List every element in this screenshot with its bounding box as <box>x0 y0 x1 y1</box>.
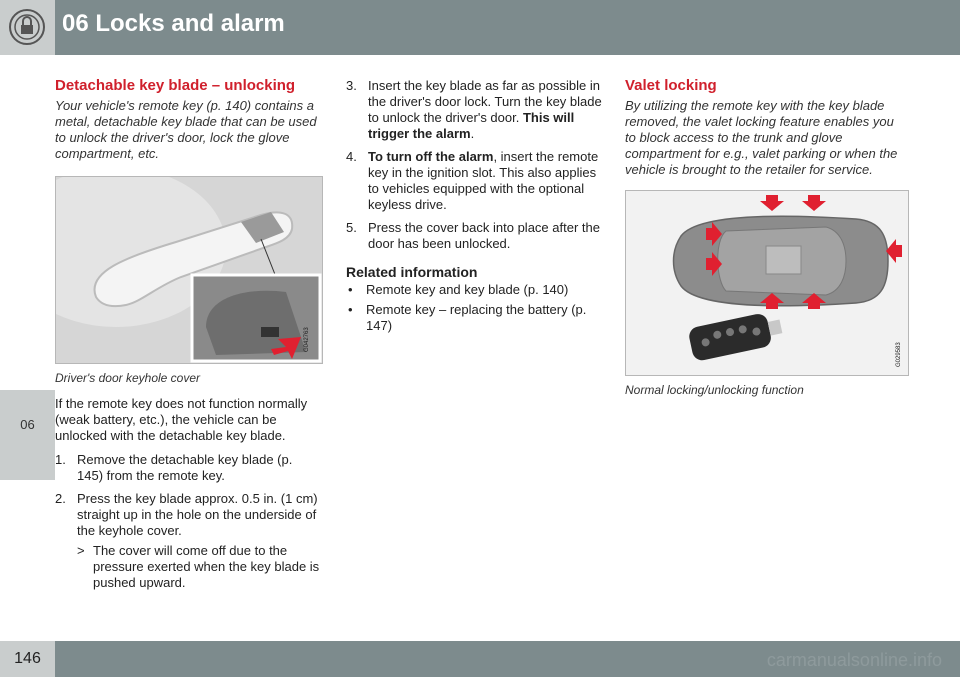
list-item <box>346 149 608 213</box>
chapter-tab[interactable] <box>0 390 55 480</box>
figure-caption: Driver's door keyhole cover <box>55 371 201 385</box>
car-top-view-illustration <box>626 191 908 375</box>
step-text: Insert the key blade as far as possible in the driver's door lock. Turn the key blade to unlock the driver's door. <box>368 78 602 125</box>
step-number: 2. <box>55 491 66 506</box>
bullet: • <box>348 282 353 297</box>
section-intro: By utilizing the remote key with the key blade removed, the valet locking feature enables you to block access to the trunk and glove compartment for e.g., valet parking or when the vehicle is brought to the retailer for service. <box>625 98 898 177</box>
section-intro: Your vehicle's remote key (p. 140) contains a metal, detachable key blade that can be used to unlock the driver's door, lock the glove compartment, etc. <box>55 98 317 161</box>
page-title: 06 Locks and alarm <box>62 10 285 37</box>
section-heading-key-blade: Detachable key blade – unlocking <box>55 77 296 94</box>
list-item <box>55 452 321 484</box>
sidebar <box>0 55 55 641</box>
bullet: • <box>348 302 353 317</box>
substep-text: The cover will come off due to the pressure exerted when the key blade is pushed upward. <box>93 543 320 590</box>
chapter-tab-label: 06 <box>20 417 35 432</box>
section-heading-valet: Valet locking <box>625 77 717 94</box>
step-text: Press the cover back into place after the door has been unlocked. <box>368 220 600 251</box>
door-handle-figure <box>55 176 323 364</box>
related-links <box>346 282 608 334</box>
figure-caption: Normal locking/unlocking function <box>625 383 804 397</box>
column-1 <box>55 78 321 598</box>
step-bold: This will trigger the alarm <box>368 110 575 141</box>
related-link-text: Remote key – replacing the battery (p. 147) <box>366 302 587 333</box>
step-bold: To turn off the alarm <box>368 149 494 164</box>
steps-list-continued <box>346 78 608 252</box>
valet-locking-figure <box>625 190 909 376</box>
figure-code: G029583 <box>896 342 902 367</box>
column-2 <box>346 78 608 338</box>
step-number: 5. <box>346 220 357 235</box>
steps-list <box>55 452 321 591</box>
figure-code: G042763 <box>304 327 310 352</box>
step-number: 1. <box>55 452 66 467</box>
step-end: . <box>470 126 475 141</box>
step-number: 4. <box>346 149 357 164</box>
related-link-text: Remote key and key blade (p. 140) <box>366 282 569 297</box>
related-link[interactable] <box>346 302 608 334</box>
door-handle-illustration <box>56 177 322 363</box>
substep <box>77 543 321 591</box>
step-text: , insert the remote key in the ignition slot. This also applies to vehicles equipped with the optional keyless drive. <box>368 149 599 212</box>
list-item <box>346 78 608 142</box>
watermark: carmanualsonline.info <box>766 650 942 670</box>
column-3 <box>625 78 908 408</box>
related-information-heading: Related information <box>346 264 478 280</box>
lock-alarm-icon <box>0 0 55 55</box>
list-item <box>55 491 321 591</box>
paragraph: If the remote key does not function normally (weak battery, etc.), the vehicle can be unlocked with the detachable key blade. <box>55 396 308 443</box>
step-text: Press the key blade approx. 0.5 in. (1 cm) straight up in the hole on the underside of the keyhole cover. <box>77 491 318 538</box>
related-link[interactable] <box>346 282 608 298</box>
step-number: 3. <box>346 78 357 93</box>
substep-marker: > <box>77 543 85 558</box>
list-item <box>346 220 608 252</box>
chapter-icon-box <box>0 0 55 55</box>
page-number: 146 <box>14 650 41 667</box>
step-text: Remove the detachable key blade (p. 145) from the remote key. <box>77 452 293 483</box>
